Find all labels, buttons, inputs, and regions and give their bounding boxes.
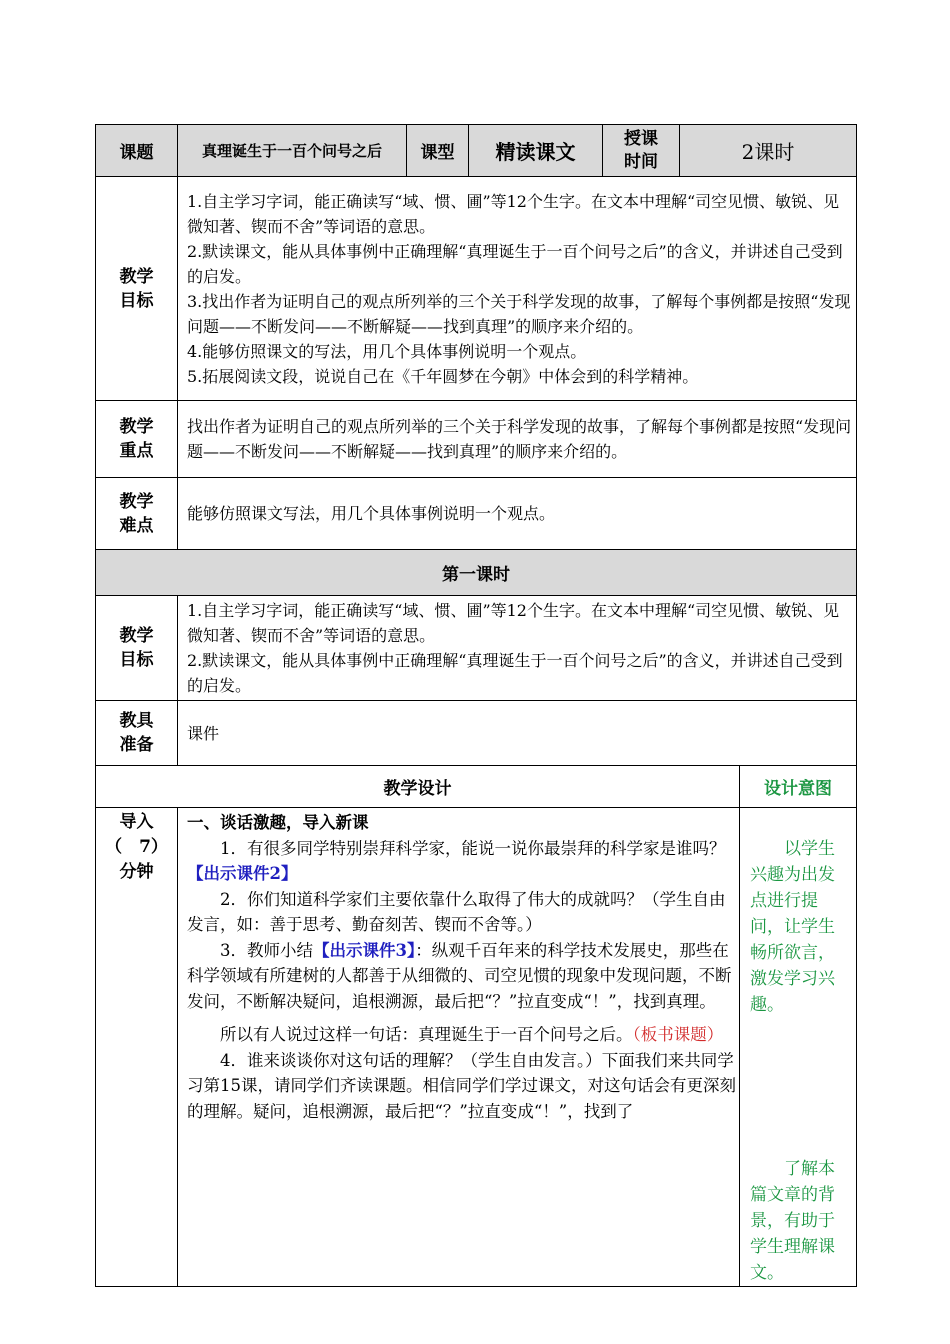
key-points-row	[96, 401, 857, 478]
lesson-one-row	[96, 550, 857, 596]
difficulties-row	[96, 478, 857, 550]
tools-label-line-1: 教具	[119, 711, 154, 731]
design-header: 教学设计	[96, 766, 740, 808]
design-paragraph-2: 2．你们知道科学家们主要依靠什么取得了伟大的成就吗？（学生自由发言，如：善于思考、勤奋刻苦、锲而不舍等。）	[187, 889, 726, 934]
tools-row	[96, 701, 857, 766]
intent-header: 设计意图	[740, 766, 857, 808]
tools-label	[96, 701, 178, 766]
header-row	[96, 125, 857, 177]
objective-item: 5.拓展阅读文段，说说自己在《千年圆梦在今朝》中体会到的科学精神。	[187, 366, 699, 386]
design-paragraph-4	[187, 1022, 737, 1048]
objectives-row	[96, 177, 857, 401]
tools-label-line-2: 准备	[119, 735, 154, 755]
design-paragraph-3-prefix: 3．教师小结	[220, 940, 313, 960]
design-content	[178, 808, 740, 1287]
key-points-label	[96, 401, 178, 478]
board-topic-marker: （板书课题）	[632, 1025, 724, 1044]
phase-label-line-1: 导入	[119, 812, 154, 832]
tools-value: 课件	[187, 723, 220, 743]
key-points-label-line-1: 教学	[119, 417, 154, 437]
design-header-row	[96, 766, 857, 808]
objective-item: 1.自主学习字词，能正确读写“域、惯、圃”等12个生字。在文本中理解“司空见惯、敏锐、见微知著、锲而不舍”等词语的意思。	[187, 191, 840, 236]
key-points-label-line-2: 重点	[119, 441, 154, 461]
time-label-line-1: 授课	[624, 128, 658, 149]
design-paragraph-5: 4．谁来谈谈你对这句话的理解？（学生自由发言。）下面我们来共同学习第15课，请同学们齐读课题。相信同学们学过课文，对这句话会有更深刻的理解。疑问，追根溯源，最后把“？”拉直变成“！”，找到了	[187, 1050, 736, 1121]
courseware-2-marker: 【出示课件2】	[187, 864, 298, 883]
phase-label-line-2: （ 7）	[105, 837, 168, 857]
lesson-one-objective-item: 2.默读课文，能从具体事例中正确理解“真理诞生于一百个问号之后”的含义，并讲述自己受到的启发。	[187, 651, 843, 695]
lesson-plan-table	[95, 124, 857, 1287]
type-label: 课型	[407, 125, 469, 177]
key-points-content	[178, 401, 857, 478]
time-value: 2课时	[680, 125, 857, 177]
difficulties-label	[96, 478, 178, 550]
tools-content	[178, 701, 857, 766]
objective-item: 2.默读课文，能从具体事例中正确理解“真理诞生于一百个问号之后”的含义，并讲述自己受到的启发。	[187, 241, 843, 286]
objectives-label-line-1: 教学	[119, 266, 154, 287]
lesson-one-title: 第一课时	[96, 550, 857, 596]
section-title: 一、谈话激趣，导入新课	[187, 813, 369, 832]
objectives-label	[96, 177, 178, 401]
lesson-one-objectives-label	[96, 596, 178, 701]
lesson-one-objectives-label-line-2: 目标	[119, 650, 154, 670]
difficulties-label-line-1: 教学	[119, 491, 154, 512]
design-paragraph-3-text: ：纵观千百年来的科学技术发展史，那些在科学领域有所建树的人都善于从细微的、司空见惯的现象中发现问题，不断发问，不断解决疑问，追根溯源，最后把“？”拉直变成“！”，找到真理。	[187, 940, 732, 1011]
design-paragraph-1-text: 1．有很多同学特别崇拜科学家，能说一说你最崇拜的科学家是谁吗？	[220, 838, 726, 858]
intent-note-1: 以学生兴趣为出发点进行提问，让学生畅所欲言，激发学习兴趣。	[750, 839, 835, 1015]
objective-item: 3.找出作者为证明自己的观点所列举的三个关于科学发现的故事，了解每个事例都是按照“发现问题——不断发问——不断解疑——找到真理”的顺序来介绍的。	[187, 291, 851, 336]
topic-value: 真理诞生于一百个问号之后	[178, 125, 407, 177]
time-label	[603, 125, 680, 177]
key-points-text: 找出作者为证明自己的观点所列举的三个关于科学发现的故事，了解每个事例都是按照“发现问题——不断发问——不断解疑——找到真理”的顺序来介绍的。	[187, 417, 852, 461]
objective-item: 4.能够仿照课文的写法，用几个具体事例说明一个观点。	[187, 341, 587, 361]
time-label-line-2: 时间	[624, 151, 658, 172]
lesson-one-objectives-row	[96, 596, 857, 701]
topic-label: 课题	[96, 125, 178, 177]
type-value: 精读课文	[469, 125, 603, 177]
difficulties-label-line-2: 难点	[119, 515, 154, 536]
design-paragraph-1	[187, 836, 737, 887]
lesson-one-objectives-content	[178, 596, 857, 701]
design-paragraph-4-text: 所以有人说过这样一句话：真理诞生于一百个问号之后。	[220, 1025, 633, 1044]
objectives-label-line-2: 目标	[119, 290, 154, 311]
difficulties-text: 能够仿照课文写法，用几个具体事例说明一个观点。	[187, 504, 556, 523]
phase-label-line-3: 分钟	[119, 862, 154, 882]
design-content-row	[96, 808, 857, 1287]
lesson-one-objective-item: 1.自主学习字词，能正确读写“域、惯、圃”等12个生字。在文本中理解“司空见惯、敏锐、见微知著、锲而不舍”等词语的意思。	[187, 601, 840, 645]
difficulties-content	[178, 478, 857, 550]
lesson-one-objectives-label-line-1: 教学	[119, 626, 154, 646]
intent-content	[740, 808, 857, 1287]
intent-note-2: 了解本篇文章的背景，有助于学生理解课文。	[750, 1159, 835, 1283]
courseware-3-marker: 【出示课件3】	[313, 940, 416, 960]
design-paragraph-3	[187, 938, 737, 1015]
phase-label	[96, 808, 178, 1287]
objectives-content	[178, 177, 857, 401]
